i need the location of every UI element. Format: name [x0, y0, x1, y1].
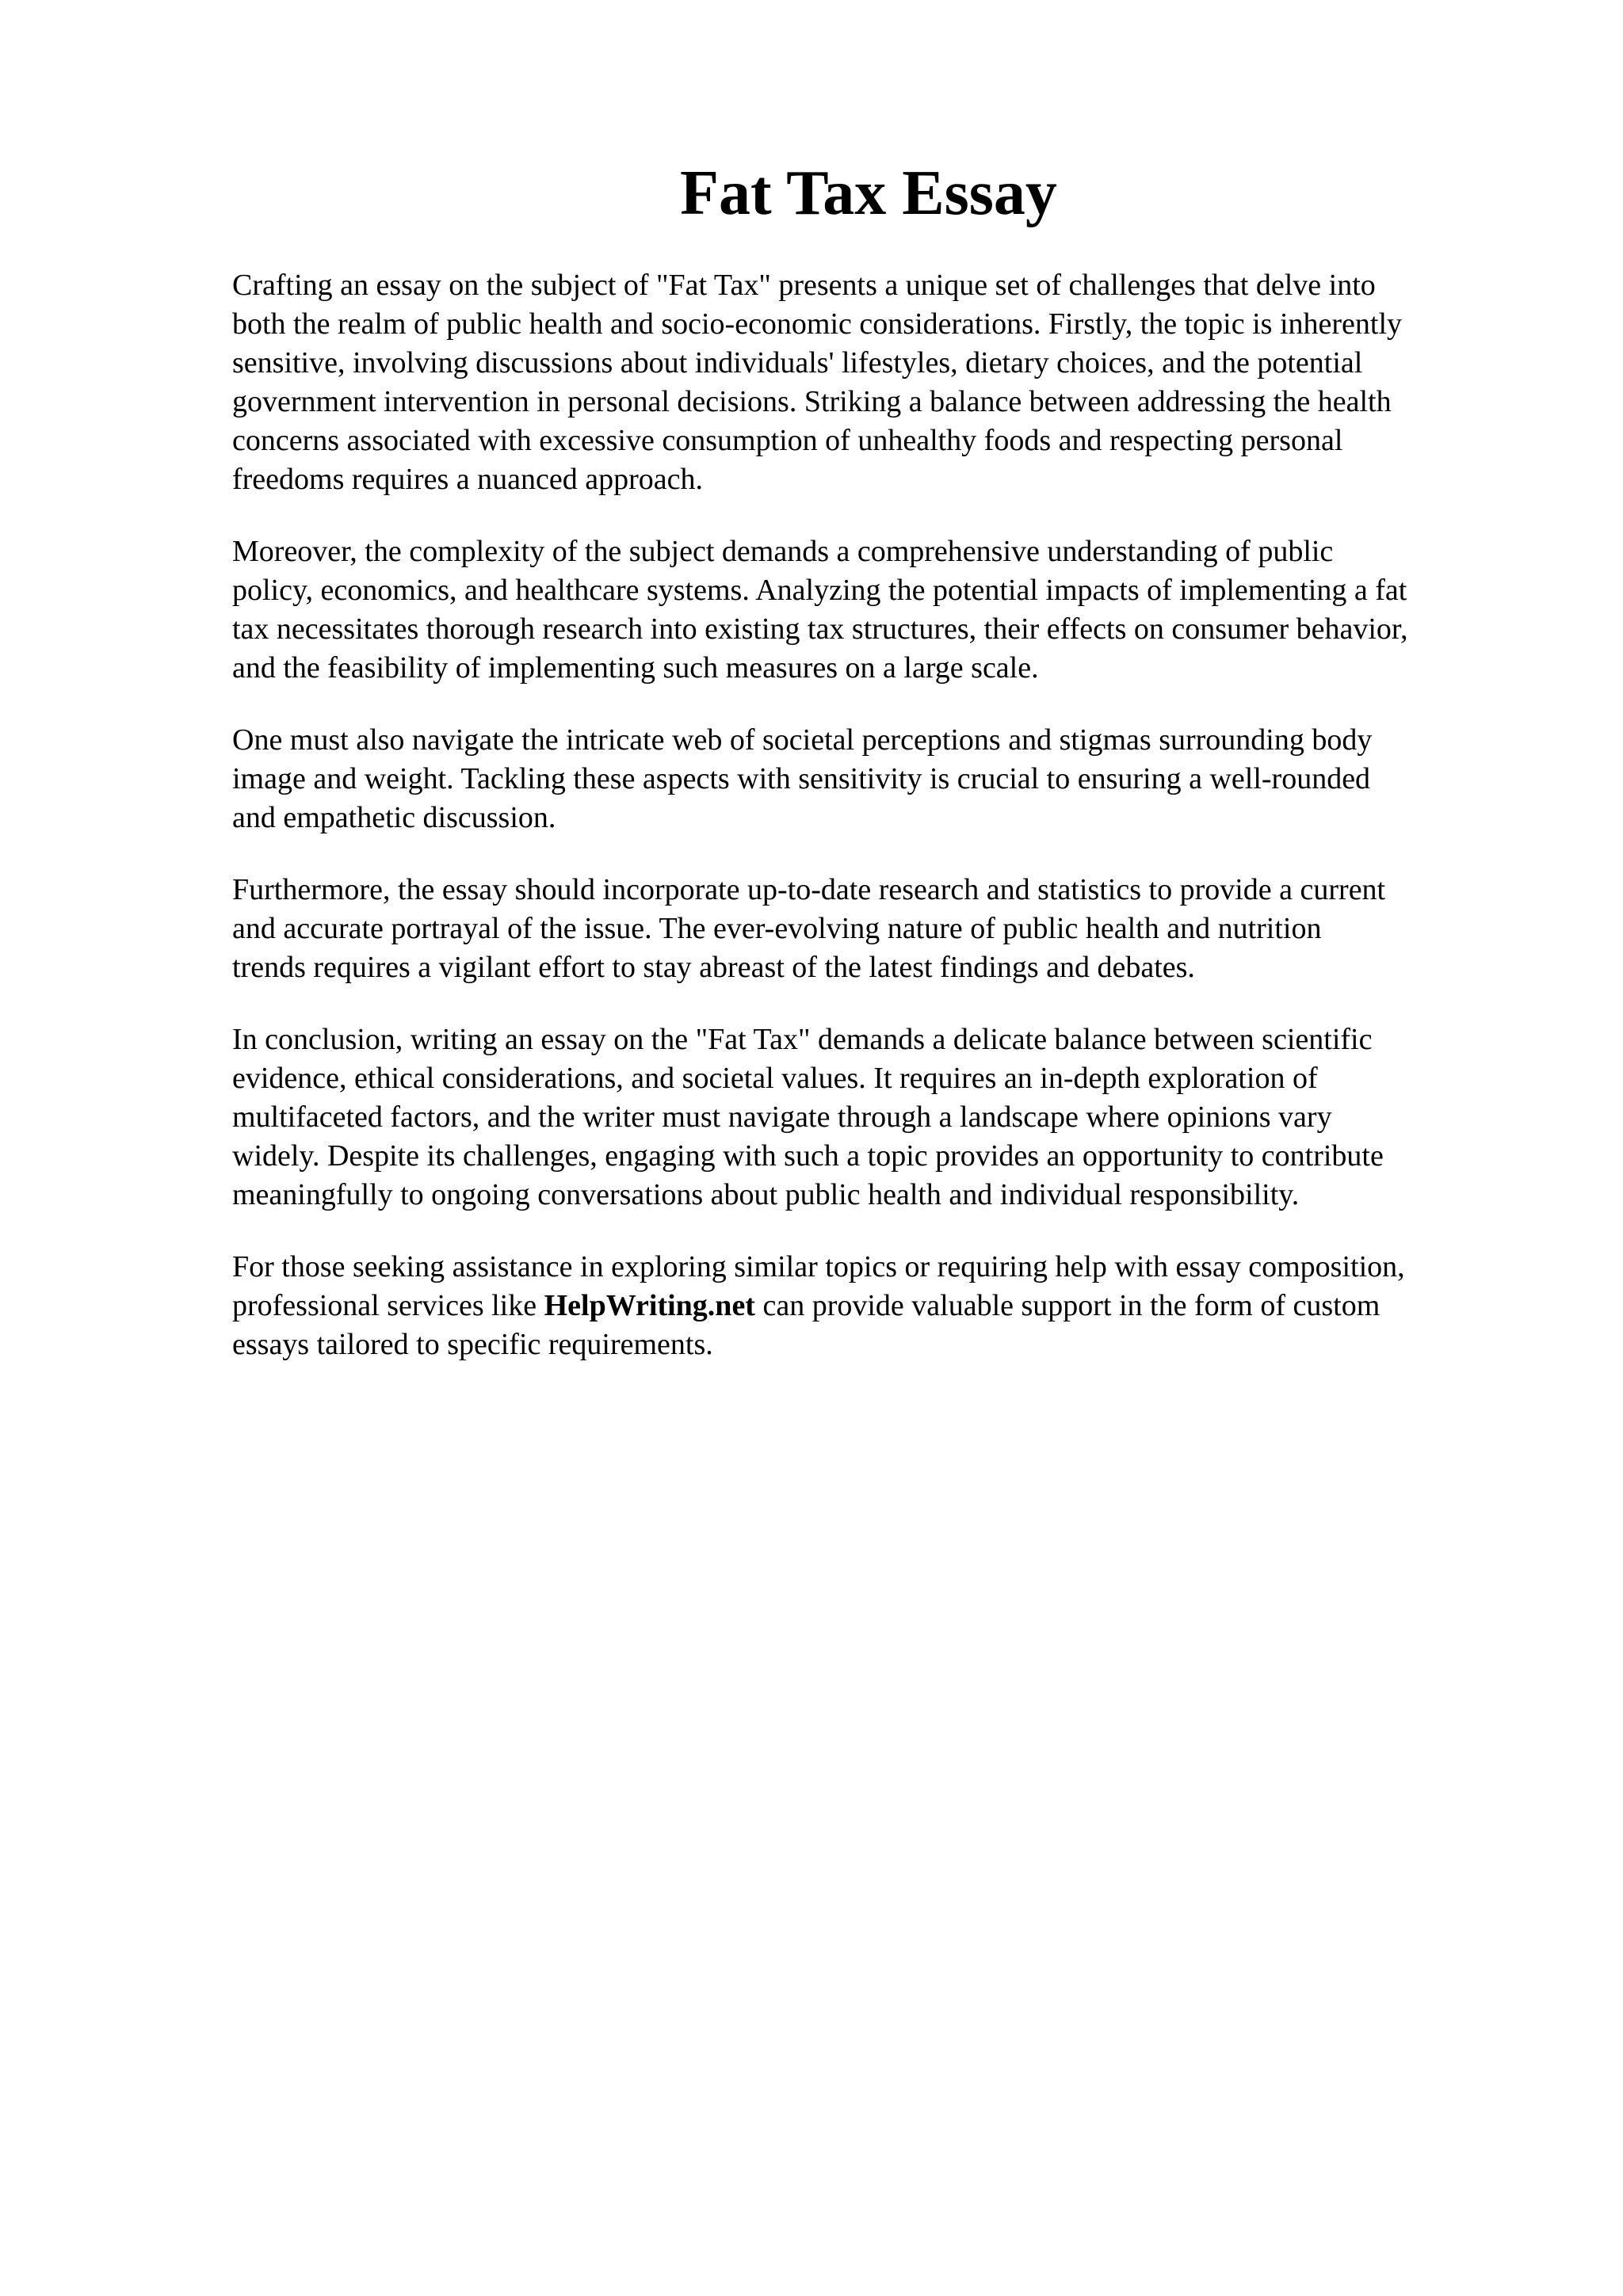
paragraph-conclusion: In conclusion, writing an essay on the "Fat Tax" demands a delicate balance between scientific evidence, ethical considerations, and societal values. It requires an in-depth exploration of multifaceted factors, and the writer must navigate through a landscape where opinions vary widely. Despite its challenges, engaging with such a topic provides an opportunity to contribute meaningfully to ongoing conversations about public health and individual responsibility.	[232, 1023, 1384, 1211]
closing-text-after: can provide valuable support in the form of custom essays tailored to specific requirements.	[232, 1289, 1381, 1361]
paragraph-research: Furthermore, the essay should incorporate up-to-date research and statistics to provide a current and accurate portrayal of the issue. The ever-evolving nature of public health and nutrition trends requires a vigilant effort to stay abreast of the latest findings and debates.	[232, 873, 1386, 984]
brand-name: HelpWriting.net	[544, 1289, 755, 1322]
paragraph-intro: Crafting an essay on the subject of "Fat Tax" presents a unique set of challenges that delve into both the realm of public health and socio-economic considerations. Firstly, the topic is inherently sensitive, involving discussions about individuals' lifestyles, dietary choices, and the potential government intervention in personal decisions. Striking a balance between addressing the health concerns associated with excessive consumption of unhealthy foods and respecting personal freedoms requires a nuanced approach.	[232, 269, 1403, 496]
paragraph-closing	[232, 1248, 1532, 1364]
closing-text-before: For those seeking assistance in exploring similar topics or requiring help with essay composition, professional services like	[232, 1250, 1405, 1322]
paragraph-perceptions: One must also navigate the intricate web of societal perceptions and stigmas surrounding body image and weight. Tackling these aspects with sensitivity is crucial to ensuring a well-rounded and empathetic discussion.	[232, 723, 1373, 834]
document-title: Fat Tax Essay	[680, 158, 1057, 228]
paragraph-complexity: Moreover, the complexity of the subject demands a comprehensive understanding of public policy, economics, and healthcare systems. Analyzing the potential impacts of implementing a fat tax necessitates thorough research into existing tax structures, their effects on consumer behavior, and the feasibility of implementing such measures on a large scale.	[232, 535, 1408, 685]
document-body	[232, 266, 1532, 1398]
